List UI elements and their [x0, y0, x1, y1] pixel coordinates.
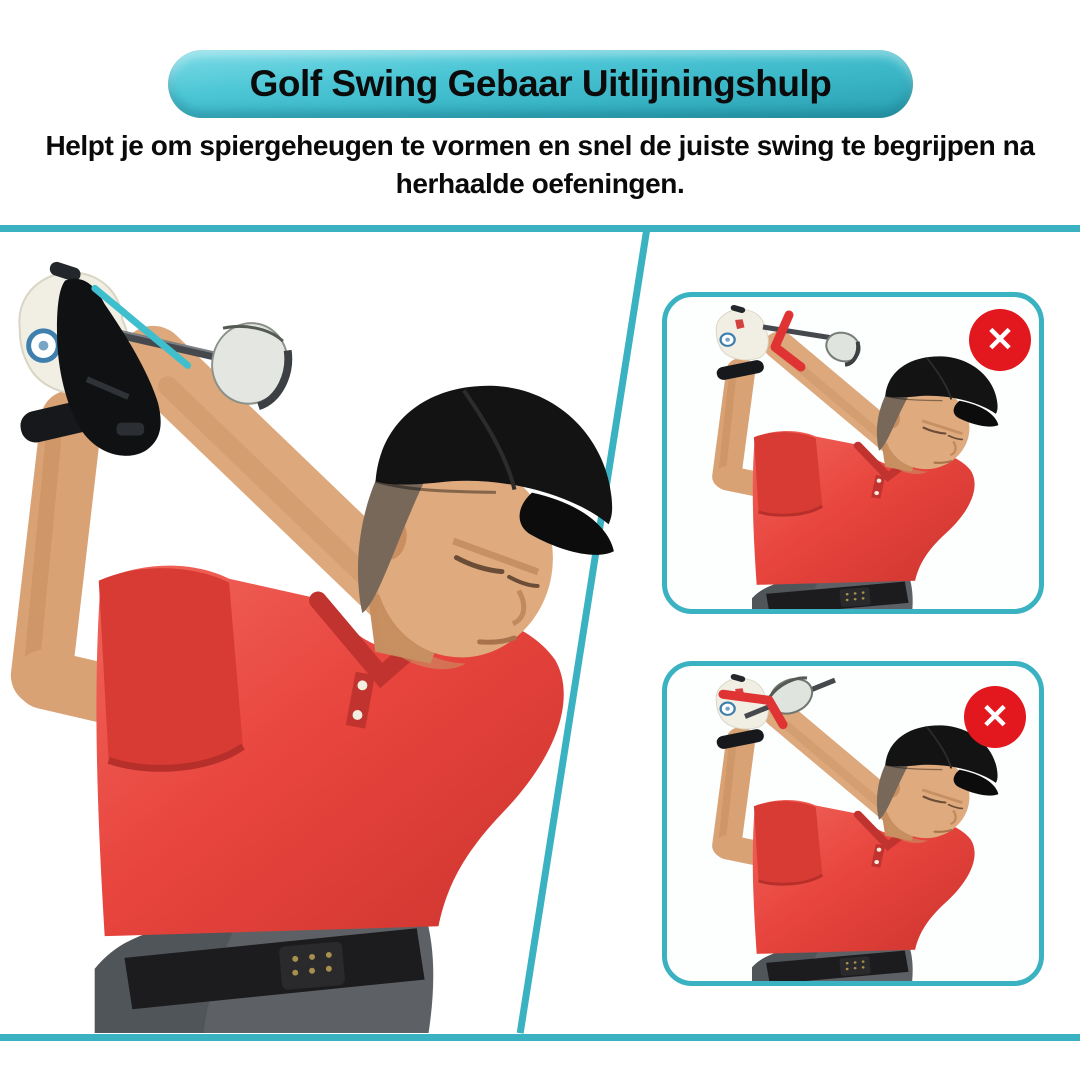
page-title: Golf Swing Gebaar Uitlijningshulp — [249, 63, 832, 104]
x-icon: ✕ — [980, 698, 1010, 736]
page-subtitle — [0, 127, 1080, 203]
title-banner — [168, 50, 913, 118]
subtitle-line-2: herhaalde oefeningen. — [395, 168, 685, 199]
subtitle-line-1: Helpt je om spiergeheugen te vormen en snel de juiste swing te begrijpen na — [45, 130, 1035, 161]
correct-swing-photo — [0, 230, 632, 1036]
error-badge — [969, 309, 1031, 371]
x-icon: ✕ — [985, 321, 1015, 359]
wrong-angle-line — [775, 315, 801, 367]
error-badge — [964, 686, 1026, 748]
